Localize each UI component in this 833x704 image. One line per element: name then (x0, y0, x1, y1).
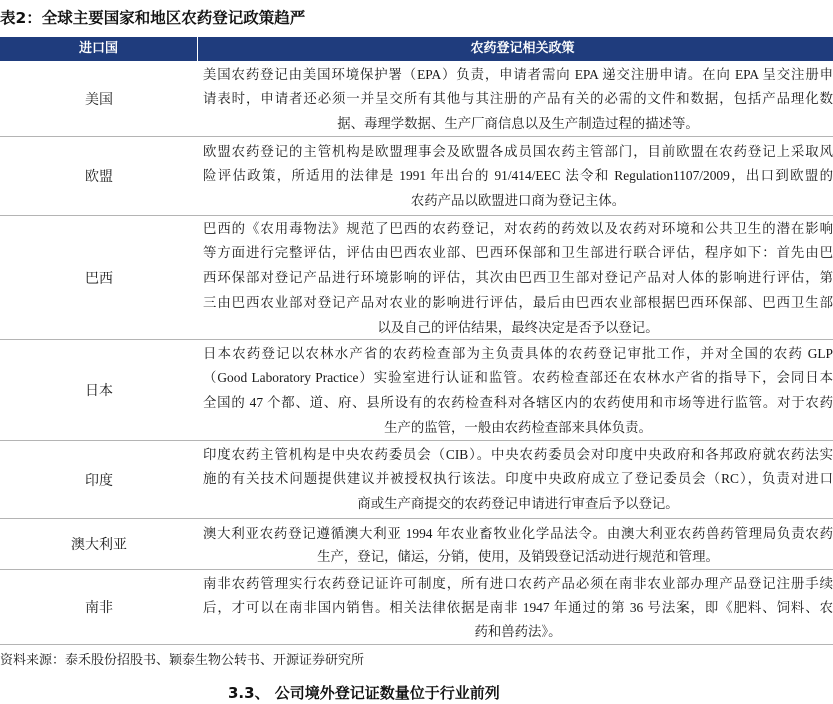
policy-cell (203, 519, 833, 569)
policy-line: 施的有关技术问题提供建议并被授权执行该法。印度中央政府成立了登记委员会（RC），负责对进口 (203, 471, 833, 487)
policy-line: 印度农药主管机构是中央农药委员会（CIB）。中央农药委员会对印度中央政府和各邦政府就农药法实 (203, 446, 833, 462)
header-policy: 农药登记相关政策 (470, 41, 575, 56)
policy-line: 据、毒理学数据、生产厂商信息以及生产制造过程的描述等。 (337, 116, 699, 132)
table-row-japan (0, 340, 833, 441)
source-note: 资料来源：泰禾股份招股书、颖泰生物公转书、开源证券研究所 (0, 652, 365, 667)
policy-line: 三由巴西农业部对登记产品对农业的影响进行评估，最后由巴西农业部根据巴西环保部、巴西卫生部 (203, 294, 833, 310)
policy-line: 等方面进行完整评估，评估由巴西农业部、巴西环保部和卫生部进行联合评估，程序如下：首先由巴 (203, 245, 833, 261)
table-title: 表2：全球主要国家和地区农药登记政策趋严 (0, 9, 306, 27)
policy-line: 生产，登记，储运，分销，使用，及销毁登记活动进行规范和管理。 (317, 548, 719, 564)
policy-line: 以及自己的评估结果，最终决定是否予以登记。 (377, 319, 659, 335)
policy-line: 欧盟农药登记的主管机构是欧盟理事会及欧盟各成员国农药主管部门，目前欧盟在农药登记上采取风 (203, 143, 833, 159)
policy-line: 南非农药管理实行农药登记证许可制度，所有进口农药产品必须在南非农业部办理产品登记注册手续 (203, 576, 833, 591)
header-country: 进口国 (0, 37, 198, 61)
policy-line: 险评估政策，所适用的法律是 1991 年出台的 91/414/EEC 法令和 Regulation1107/2009，出口到欧盟的 (203, 168, 833, 184)
country-cell: 巴西 (85, 271, 113, 287)
policy-line: 美国农药登记由美国环境保护署（EPA）负责，申请者需向 EPA 递交注册申请。在向 EPA 呈交注册申 (203, 66, 833, 82)
country-cell: 日本 (85, 384, 113, 399)
country-cell: 印度 (85, 473, 113, 489)
policy-line: 药和兽药法》。 (474, 624, 562, 639)
table-row-united-states (0, 61, 833, 137)
country-cell: 欧盟 (85, 170, 113, 185)
policy-cell (203, 340, 833, 440)
country-cell: 澳大利亚 (71, 538, 127, 553)
table-header (0, 37, 833, 61)
table-row-brazil (0, 216, 833, 340)
policy-table (0, 37, 833, 645)
policy-cell (203, 216, 833, 339)
policy-line: 巴西的《农用毒物法》规范了巴西的农药登记，对农药的药效以及农药对环境和公共卫生的潜在影响 (203, 220, 833, 236)
policy-cell (203, 61, 833, 136)
policy-line: 日本农药登记以农林水产省的农药检查部为主负责具体的农药登记审批工作，并对全国的农药 GLP (203, 345, 833, 361)
policy-cell (203, 137, 833, 215)
policy-line: 请表时，申请者还必须一并呈交所有其他与其注册的产品有关的必需的文件和数据，包括产品理化数 (203, 91, 833, 107)
policy-cell (203, 441, 833, 518)
policy-line: 商或生产商提交的农药登记申请进行审查后予以登记。 (357, 496, 679, 512)
policy-line: 西环保部对登记产品进行环境影响的评估，其次由巴西卫生部对登记产品对人体的影响进行评估，第 (203, 270, 833, 286)
policy-line: 后，才可以在南非国内销售。相关法律依据是南非 1947 年通过的第 36 号法案，即《肥料、饲料、农 (203, 600, 833, 615)
country-cell: 南非 (85, 601, 113, 616)
policy-line: 生产的监管，一般由农药检查部来具体负责。 (384, 419, 652, 435)
policy-cell (203, 570, 833, 644)
policy-line: 农药产品以欧盟进口商为登记主体。 (410, 193, 626, 209)
policy-line: （Good Laboratory Practice）实验室进行认证和监管。农药检查部还在农林水产省的指导下，会同日本 (203, 370, 833, 386)
country-cell: 美国 (85, 92, 113, 108)
policy-line: 澳大利亚农药登记遵循澳大利亚 1994 年农业畜牧业化学品法令。由澳大利亚农药兽药管理局负责农药 (203, 525, 833, 541)
section-heading: 3.3、 公司境外登记证数量位于行业前列 (228, 684, 500, 702)
table-row-australia (0, 519, 833, 570)
table-row-eu (0, 137, 833, 216)
table-row-south-africa (0, 570, 833, 645)
table-row-india (0, 441, 833, 519)
policy-line: 全国的 47 个都、道、府、县所设有的农药检查科对各辖区内的农药使用和市场等进行监管。对于农药 (203, 395, 833, 411)
